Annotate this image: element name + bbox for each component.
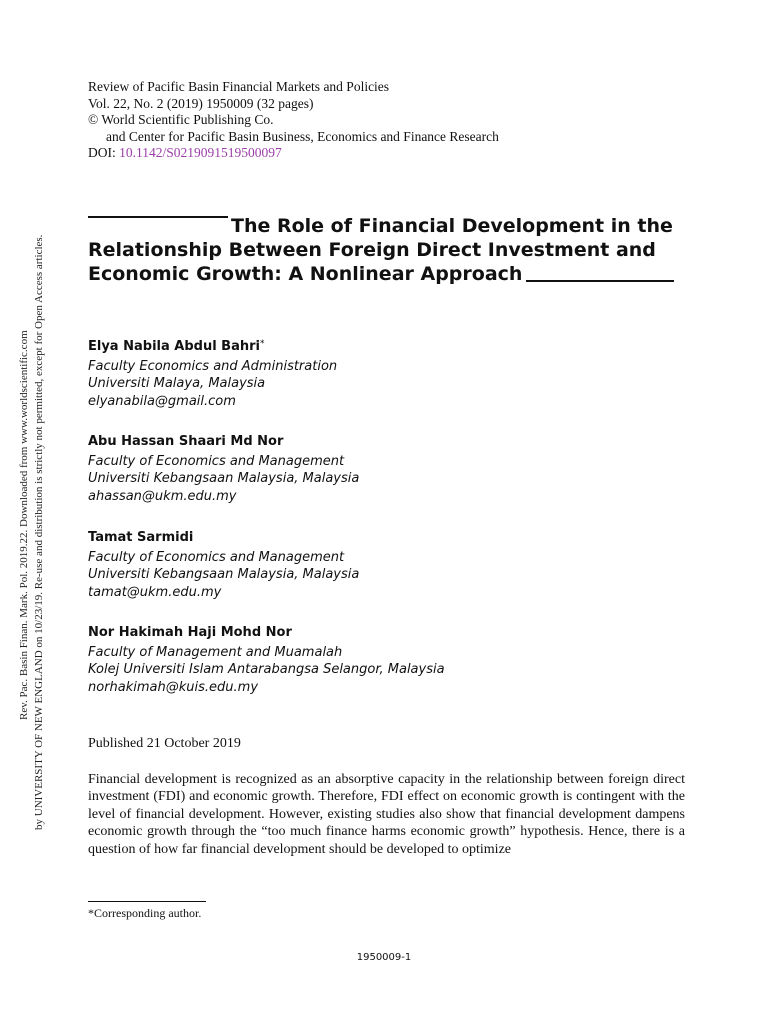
download-notice: [0, 0, 50, 1024]
author-institution: Universiti Kebangsaan Malaysia, Malaysia: [88, 567, 360, 582]
download-notice-line-2: by UNIVERSITY OF NEW ENGLAND on 10/23/19. Re-use and distribution is strictly not permitted, except for Open Access articles.: [33, 234, 45, 830]
page-number: 1950009-1: [356, 952, 412, 963]
doi-label: DOI:: [88, 145, 120, 160]
download-notice-line-1: Rev. Pac. Basin Finan. Mark. Pol. 2019.22. Downloaded from www.worldscientific.com: [18, 330, 30, 720]
author-institution: Kolej Universiti Islam Antarabangsa Selangor, Malaysia: [88, 662, 445, 677]
journal-publisher: © World Scientific Publishing Co.: [88, 112, 274, 127]
journal-volume: Vol. 22, No. 2 (2019) 1950009 (32 pages): [88, 95, 314, 111]
author-email[interactable]: tamat@ukm.edu.my: [88, 584, 222, 600]
doi-link[interactable]: 10.1142/S0219091519500097: [119, 145, 282, 160]
author-email[interactable]: elyanabila@gmail.com: [88, 393, 236, 409]
author-affiliation: Faculty of Management and Muamalah: [88, 644, 343, 660]
journal-copublisher: and Center for Pacific Basin Business, Economics and Finance Research: [106, 128, 499, 144]
author-email[interactable]: norhakimah@kuis.edu.my: [88, 679, 259, 695]
journal-header: [88, 79, 499, 162]
title-rule-right: [526, 280, 674, 282]
published-date: Published 21 October 2019: [88, 736, 241, 751]
author-block-1: [88, 336, 337, 410]
journal-name: Review of Pacific Basin Financial Markets and Policies: [88, 79, 390, 94]
author-institution: Universiti Malaya, Malaysia: [88, 376, 266, 391]
abstract-text: Financial development is recognized as an absorptive capacity in the relationship between foreign direct investment (FDI) and economic growth. Therefore, FDI effect on economic growth is contingent with the level of financial development. However, existing studies also show that financial development dampens economic growth through the “too much finance harms economic growth” hypothesis. Hence, there is a question of how far financial development should be developed to optimize: [88, 772, 685, 857]
author-block-4: [88, 624, 445, 696]
title-line-2: Relationship Between Foreign Direct Investment and: [88, 239, 656, 261]
author-email[interactable]: ahassan@ukm.edu.my: [88, 488, 237, 504]
title-rule-left: [88, 216, 228, 218]
author-name: [88, 336, 337, 356]
author-name-text: Elya Nabila Abdul Bahri: [88, 339, 260, 354]
footnote-rule: [88, 901, 206, 902]
journal-doi: [88, 145, 499, 162]
title-line-1: [88, 214, 688, 238]
footnote-corresponding: *Corresponding author.: [88, 906, 202, 920]
author-affiliation: Faculty Economics and Administration: [88, 358, 338, 374]
author-name: Abu Hassan Shaari Md Nor: [88, 434, 284, 449]
author-name: Nor Hakimah Haji Mohd Nor: [88, 625, 292, 640]
author-affiliation: Faculty of Economics and Management: [88, 453, 345, 469]
title-line-3-text: Economic Growth: A Nonlinear Approach: [88, 263, 523, 285]
author-block-2: [88, 433, 359, 505]
title-line-1-text: The Role of Financial Development in the: [231, 215, 673, 237]
corresponding-marker: *: [260, 339, 265, 349]
author-affiliation: Faculty of Economics and Management: [88, 549, 345, 565]
title-line-3: [88, 262, 688, 286]
author-institution: Universiti Kebangsaan Malaysia, Malaysia: [88, 471, 360, 486]
author-name: Tamat Sarmidi: [88, 530, 194, 545]
author-block-3: [88, 529, 359, 601]
article-title: [88, 214, 688, 286]
